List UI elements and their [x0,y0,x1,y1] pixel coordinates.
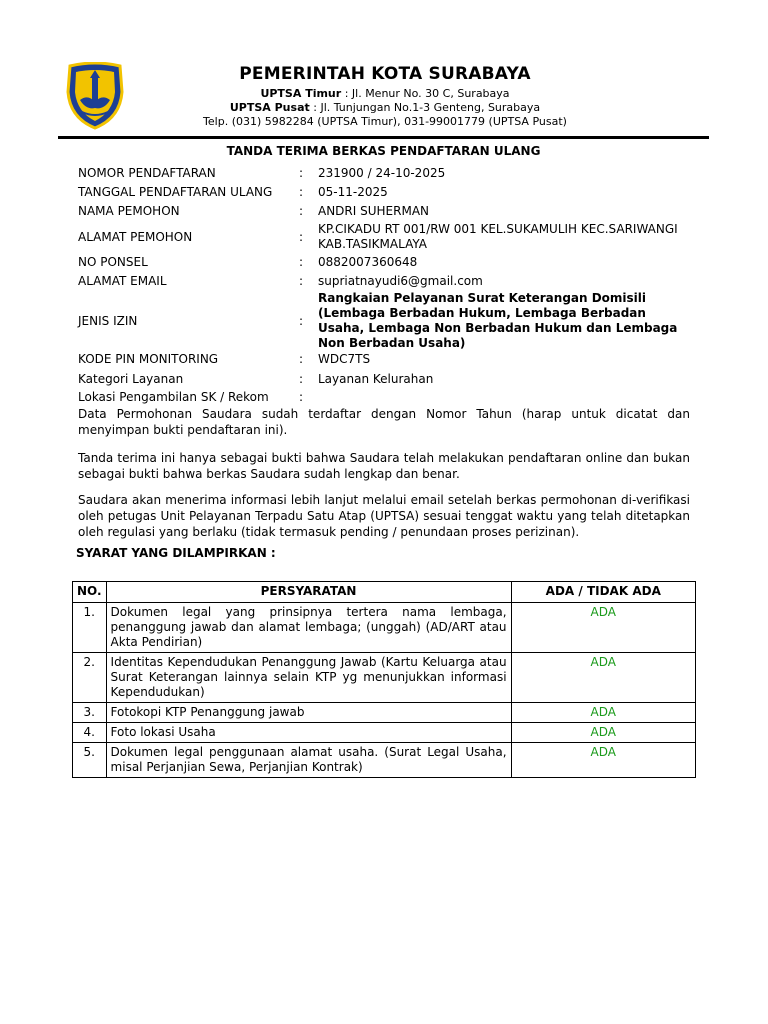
row-requirement: Fotokopi KTP Penanggung jawab [106,703,511,723]
field-label: JENIS IZIN [78,314,138,328]
row-number: 5. [73,743,107,778]
table-header-row [73,582,696,603]
field-value: Layanan Kelurahan [318,372,434,386]
row-requirement: Foto lokasi Usaha [106,723,511,743]
field-value: supriatnayudi6@gmail.com [318,274,483,288]
office-address-timur: : Jl. Menur No. 30 C, Surabaya [341,87,510,100]
row-requirement: Identitas Kependudukan Penanggung Jawab (Kartu Keluarga atau Surat Keterangan lainnya selain KTP yg menunjukkan informasi Kependudukan) [106,653,511,703]
requirements-table [72,581,696,778]
row-status: ADA [511,703,695,723]
field-separator: : [299,274,304,288]
field-label: Kategori Layanan [78,372,184,386]
row-status: ADA [511,743,695,778]
office-name-pusat: UPTSA Pusat [229,101,310,114]
field-separator: : [299,204,304,218]
field-value: Rangkaian Pelayanan Surat Keterangan Domisili (Lembaga Berbadan Hukum, Lembaga Berbadan Usaha, Lembaga Non Berbadan Hukum dan Lembaga Non Berbadan Usaha) [318,291,678,350]
row-status: ADA [511,653,695,703]
field-separator: : [299,185,304,199]
organization-title: PEMERINTAH KOTA SURABAYA [239,64,531,84]
field-value: ANDRI SUHERMAN [318,204,429,218]
row-number: 2. [73,653,107,703]
field-separator: : [299,166,304,180]
paragraph-email-info: Saudara akan menerima informasi lebih lanjut melalui email setelah berkas permohonan di-verifikasi oleh petugas Unit Pelayanan Terpadu Satu Atap (UPTSA) sesuai tenggat waktu yang telah ditetapkan oleh regulasi yang berlaku (tidak termasuk pending / penundaan proses perizinan). [78,493,690,539]
office-address-pusat: : Jl. Tunjungan No.1-3 Genteng, Surabaya [309,101,541,114]
field-label: NOMOR PENDAFTARAN [78,166,216,180]
field-label: NAMA PEMOHON [78,204,180,218]
field-label: KODE PIN MONITORING [78,352,219,366]
column-header-requirement: PERSYARATAN [106,582,511,603]
field-label: NO PONSEL [78,255,148,269]
column-header-status: ADA / TIDAK ADA [511,582,695,603]
row-status: ADA [511,723,695,743]
header-divider [58,136,709,139]
table-row [73,743,696,778]
table-row [73,603,696,653]
table-row [73,653,696,703]
field-separator: : [299,314,304,328]
paragraph-registration-note: Data Permohonan Saudara sudah terdaftar dengan Nomor Tahun (harap untuk dicatat dan menyimpan bukti pendaftaran ini). [78,407,690,437]
field-value: 0882007360648 [318,255,418,269]
requirements-heading: SYARAT YANG DILAMPIRKAN : [76,546,276,560]
row-number: 1. [73,603,107,653]
field-separator: : [299,352,304,366]
table-row [73,703,696,723]
row-number: 3. [73,703,107,723]
phone-line: Telp. (031) 5982284 (UPTSA Timur), 031-99001779 (UPTSA Pusat) [203,115,567,128]
address-line-timur [150,87,620,100]
field-value: 05-11-2025 [318,185,388,199]
column-header-no: NO. [73,582,107,603]
field-value: 231900 / 24-10-2025 [318,166,446,180]
field-separator: : [299,230,304,244]
document-title: TANDA TERIMA BERKAS PENDAFTARAN ULANG [226,144,541,158]
row-requirement: Dokumen legal yang prinsipnya tertera nama lembaga, penanggung jawab dan alamat lembaga; (unggah) (AD/ART atau Akta Pendirian) [106,603,511,653]
field-separator: : [299,372,304,386]
field-value: WDC7TS [318,352,371,366]
field-label: TANGGAL PENDAFTARAN ULANG [78,185,273,199]
field-value: KP.CIKADU RT 001/RW 001 KEL.SUKAMULIH KEC.SARIWANGI KAB.TASIKMALAYA [318,222,678,251]
office-name-timur: UPTSA Timur [260,87,342,100]
row-status: ADA [511,603,695,653]
field-label: ALAMAT EMAIL [78,274,167,288]
field-separator: : [299,255,304,269]
table-row [73,723,696,743]
field-label: ALAMAT PEMOHON [78,230,193,244]
field-separator: : [299,390,304,404]
city-crest-icon [62,62,128,130]
row-requirement: Dokumen legal penggunaan alamat usaha. (Surat Legal Usaha, misal Perjanjian Sewa, Perjanjian Kontrak) [106,743,511,778]
address-line-pusat [150,101,620,114]
field-label: Lokasi Pengambilan SK / Rekom [78,390,269,404]
row-number: 4. [73,723,107,743]
paragraph-receipt-disclaimer: Tanda terima ini hanya sebagai bukti bahwa Saudara telah melakukan pendaftaran online dan bukan sebagai bukti bahwa berkas Saudara sudah lengkap dan benar. [78,451,690,481]
